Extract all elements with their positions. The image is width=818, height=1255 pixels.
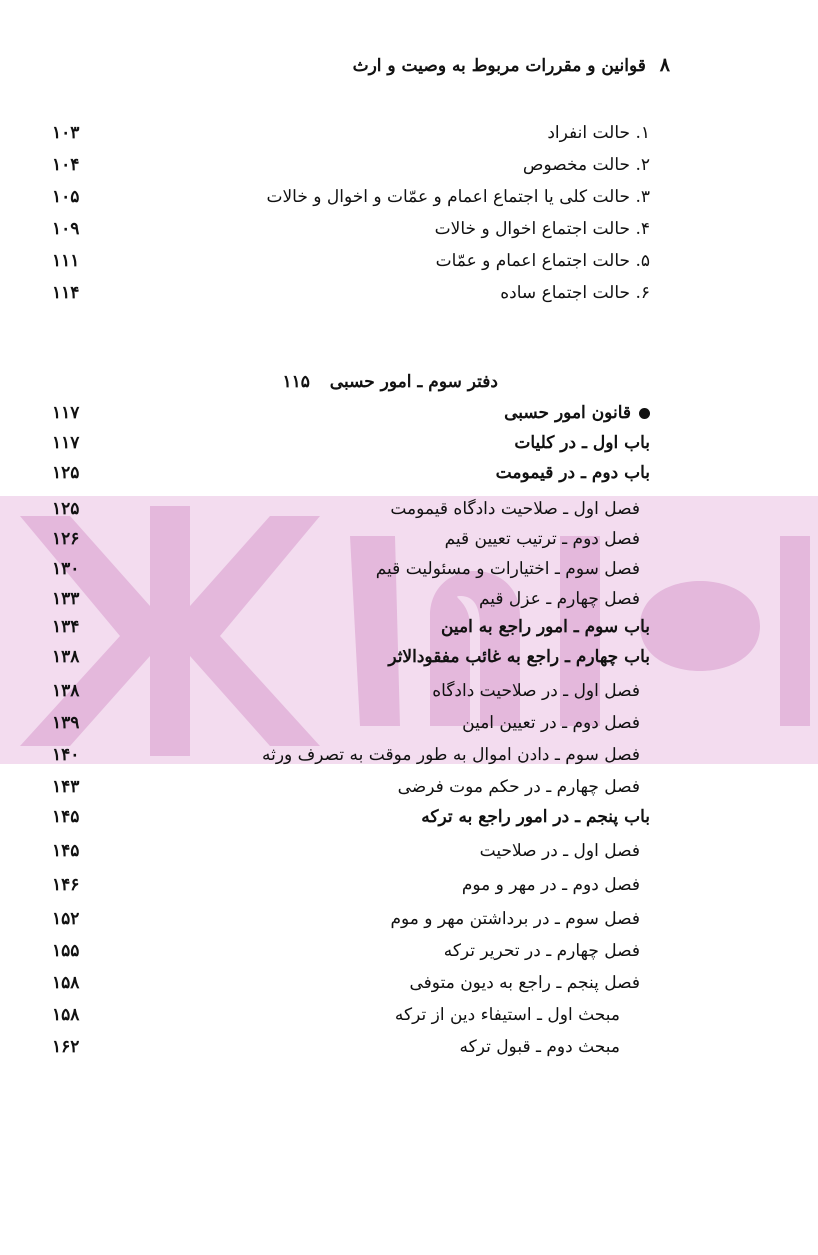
toc-entry-page: ۱۳۸ bbox=[52, 681, 80, 701]
toc-entry[interactable] bbox=[0, 118, 818, 148]
toc-entry-title: فصل دوم ـ در مهر و موم bbox=[461, 875, 640, 895]
toc-entry-page: ۱۳۴ bbox=[52, 617, 80, 637]
toc-entry-title: فصل پنجم ـ راجع به دیون متوفی bbox=[409, 973, 640, 993]
toc-entry-fasl[interactable] bbox=[0, 936, 818, 966]
toc-entry-fasl[interactable] bbox=[0, 772, 818, 802]
toc-entry-fasl[interactable] bbox=[0, 740, 818, 770]
toc-entry-mabhath[interactable] bbox=[0, 1032, 818, 1062]
toc-entry-bab[interactable] bbox=[0, 458, 818, 488]
toc-entry-title: ۴. حالت اجتماع اخوال و خالات bbox=[434, 219, 650, 239]
page-header bbox=[353, 54, 670, 76]
toc-entry-page: ۱۴۵ bbox=[52, 807, 80, 827]
toc-entry-page: ۱۲۶ bbox=[52, 529, 80, 549]
toc-entry-fasl[interactable] bbox=[0, 676, 818, 706]
toc-entry-page: ۱۰۵ bbox=[52, 187, 80, 207]
toc-entry-page: ۱۲۵ bbox=[52, 499, 80, 519]
toc-entry-title: فصل اول ـ در صلاحیت دادگاه bbox=[432, 681, 640, 701]
toc-entry[interactable] bbox=[0, 246, 818, 276]
toc-entry-page: ۱۱۷ bbox=[52, 403, 80, 423]
toc-entry-bab[interactable] bbox=[0, 802, 818, 832]
toc-entry-page: ۱۴۳ bbox=[52, 777, 80, 797]
toc-entry-title: فصل چهارم ـ در حکم موت فرضی bbox=[397, 777, 640, 797]
toc-entry-page: ۱۶۲ bbox=[52, 1037, 80, 1057]
toc-entry-title: فصل دوم ـ در تعیین امین bbox=[462, 713, 640, 733]
toc-entry-page: ۱۵۸ bbox=[52, 1005, 80, 1025]
toc-entry-page: ۱۳۹ bbox=[52, 713, 80, 733]
toc-entry-fasl[interactable] bbox=[0, 524, 818, 554]
toc-entry[interactable] bbox=[0, 182, 818, 212]
toc-entry-bab[interactable] bbox=[0, 642, 818, 672]
header-title: قوانین و مقررات مربوط به وصیت و ارث bbox=[352, 56, 646, 76]
header-page-number: ۸ bbox=[659, 54, 670, 76]
toc-entry-page: ۱۰۹ bbox=[52, 219, 80, 239]
toc-entry-fasl[interactable] bbox=[0, 870, 818, 900]
toc-entry-page: ۱۱۴ bbox=[52, 283, 80, 303]
section-title: دفتر سوم ـ امور حسبی bbox=[329, 372, 498, 392]
toc-entry-page: ۱۰۴ bbox=[52, 155, 80, 175]
toc-entry-title: فصل چهارم ـ در تحریر ترکه bbox=[443, 941, 640, 961]
bullet-icon bbox=[639, 408, 650, 419]
toc-entry-title: باب چهارم ـ راجع به غائب مفقودالاثر bbox=[388, 647, 650, 667]
toc-entry-page: ۱۴۰ bbox=[52, 745, 80, 765]
toc-entry-title: مبحث دوم ـ قبول ترکه bbox=[459, 1037, 620, 1057]
toc-entry-title: فصل اول ـ در صلاحیت bbox=[479, 841, 640, 861]
toc-entry-title: فصل دوم ـ ترتیب تعیین قیم bbox=[444, 529, 640, 549]
toc-entry-page: ۱۵۲ bbox=[52, 909, 80, 929]
toc-entry-fasl[interactable] bbox=[0, 708, 818, 738]
section-page: ۱۱۵ bbox=[282, 372, 310, 392]
toc-entry-title: فصل سوم ـ دادن اموال به طور موقت به تصرف ورثه bbox=[261, 745, 640, 765]
toc-entry-title: قانون امور حسبی bbox=[504, 403, 631, 423]
toc-entry-fasl[interactable] bbox=[0, 904, 818, 934]
toc-entry-fasl[interactable] bbox=[0, 494, 818, 524]
toc-entry-page: ۱۳۸ bbox=[52, 647, 80, 667]
toc-entry-title: ۱. حالت انفراد bbox=[547, 123, 650, 143]
toc-entry-page: ۱۰۳ bbox=[52, 123, 80, 143]
toc-entry-page: ۱۴۶ bbox=[52, 875, 80, 895]
toc-entry-title: مبحث اول ـ استیفاء دین از ترکه bbox=[394, 1005, 620, 1025]
toc-entry-title: فصل سوم ـ اختیارات و مسئولیت قیم bbox=[375, 559, 640, 579]
toc-entry-title: ۲. حالت مخصوص bbox=[522, 155, 650, 175]
toc-entry-bab[interactable] bbox=[0, 428, 818, 458]
toc-entry-page: ۱۵۵ bbox=[52, 941, 80, 961]
toc-entry-page: ۱۳۰ bbox=[52, 559, 80, 579]
toc-entry-fasl[interactable] bbox=[0, 554, 818, 584]
toc-entry-fasl[interactable] bbox=[0, 836, 818, 866]
toc-entry-title: فصل اول ـ صلاحیت دادگاه قیمومت bbox=[390, 499, 640, 519]
toc-entry-title: ۶. حالت اجتماع ساده bbox=[500, 283, 650, 303]
toc-entry-page: ۱۴۵ bbox=[52, 841, 80, 861]
toc-entry-page: ۱۱۷ bbox=[52, 433, 80, 453]
toc-entry-title: فصل سوم ـ در برداشتن مهر و موم bbox=[390, 909, 640, 929]
toc-entry-mabhath[interactable] bbox=[0, 1000, 818, 1030]
toc-entry-title: باب پنجم ـ در امور راجع به ترکه bbox=[421, 807, 650, 827]
toc-entry-title: فصل چهارم ـ عزل قیم bbox=[478, 589, 640, 609]
toc-entry[interactable] bbox=[0, 278, 818, 308]
toc-entry-fasl[interactable] bbox=[0, 968, 818, 998]
toc-entry-page: ۱۲۵ bbox=[52, 463, 80, 483]
toc-entry-page: ۱۳۳ bbox=[52, 589, 80, 609]
toc-entry-fasl[interactable] bbox=[0, 584, 818, 614]
toc-entry-law[interactable] bbox=[0, 398, 818, 428]
toc-entry-page: ۱۱۱ bbox=[52, 251, 80, 271]
toc-entry-page: ۱۵۸ bbox=[52, 973, 80, 993]
toc-entry-title: ۳. حالت کلی یا اجتماع اعمام و عمّات و اخوال و خالات bbox=[266, 187, 650, 207]
toc-entry[interactable] bbox=[0, 214, 818, 244]
toc-entry-title: ۵. حالت اجتماع اعمام و عمّات bbox=[435, 251, 650, 271]
toc-entry-title: باب سوم ـ امور راجع به امین bbox=[440, 617, 650, 637]
toc-entry-bab[interactable] bbox=[0, 612, 818, 642]
toc-entry-title: باب اول ـ در کلیات bbox=[514, 433, 650, 453]
toc-entry-title: باب دوم ـ در قیمومت bbox=[495, 463, 650, 483]
toc-entry[interactable] bbox=[0, 150, 818, 180]
section-heading bbox=[282, 372, 498, 392]
